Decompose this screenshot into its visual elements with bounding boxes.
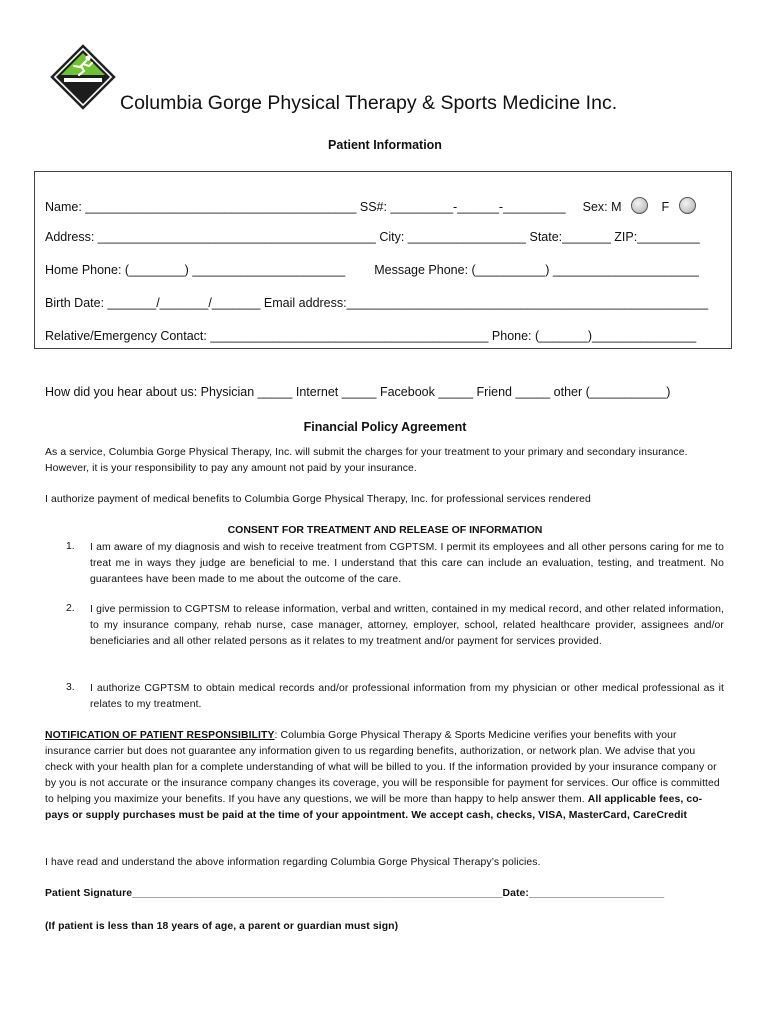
referral-row[interactable]: How did you hear about us: Physician _____ Internet _____ Facebook _____ Friend _____ other (___________) [45, 385, 671, 399]
address-row[interactable]: Address: ________________________________________ City: _________________ State:_______ ZIP:_________ [45, 230, 700, 244]
notification-body: : Columbia Gorge Physical Therapy & Sports Medicine verifies your benefits with your insurance carrier but does not guarantee any information given to us regarding benefits, authorization, or network plan. We advise that you check with your health plan for a complete understanding of what will be billed to you. If the information provided by your insurance company or by you is not accurate or the insurance company changes its coverage, you will be responsible for payment for services. Our office is committed to helping you maximize your benefits. If you have any questions, we will be more than happy to help answer them. [45, 730, 720, 805]
notification-heading: NOTIFICATION OF PATIENT RESPONSIBILITY [45, 730, 275, 741]
consent-item-3: I authorize CGPTSM to obtain medical records and/or professional information from my physician or other medical professional as it relates to my treatment. [90, 683, 724, 710]
patient-signature-line[interactable]: Patient Signature_______________________________________________________________Date:_______________________ [45, 888, 665, 899]
sex-f-label: F [661, 200, 670, 214]
name-ss-row [45, 197, 706, 214]
financial-policy-title: Financial Policy Agreement [303, 420, 467, 434]
guardian-signature-note: (If patient is less than 18 years of age, a parent or guardian must sign) [45, 921, 399, 932]
financial-para-2: I authorize payment of medical benefits to Columbia Gorge Physical Therapy, Inc. for professional services rendered [45, 494, 591, 505]
birth-email-row[interactable]: Birth Date: _______/_______/_______ Email address:____________________________________________________ [45, 296, 709, 310]
notification-payment-terms: All applicable fees, co-pays or supply purchases must be paid at the time of your appointment. We accept cash, checks, VISA, MasterCard, CareCredit [45, 794, 703, 821]
home-phone-field[interactable]: Home Phone: (________) ______________________ [45, 263, 346, 277]
patient-information-title: Patient Information [328, 138, 442, 152]
emergency-contact-row[interactable]: Relative/Emergency Contact: ________________________________________ Phone: (_______)_______________ [45, 329, 697, 343]
sex-label: Sex: [582, 200, 608, 214]
consent-item-number: 2. [66, 603, 75, 614]
consent-item-number: 1. [66, 541, 75, 552]
consent-item-1: I am aware of my diagnosis and wish to receive treatment from CGPTSM. I permit its employees and all other persons caring for me to treat me in ways they judge are beneficial to me. I understand that this care can include an evaluation, testing, and treatment. No guarantees have been made to me about the outcome of the care. [90, 542, 724, 585]
financial-para-1: As a service, Columbia Gorge Physical Therapy, Inc. will submit the charges for your treatment to your primary and secondary insurance. However, it is your responsibility to pay any amount not paid by your insurance. [45, 447, 688, 474]
company-name: Columbia Gorge Physical Therapy & Sports Medicine Inc. [120, 92, 618, 114]
name-ss-fields[interactable]: Name: _______________________________________ SS#: _________-______-_________ [45, 200, 566, 214]
sex-m-label: M [611, 200, 622, 214]
notification-paragraph [45, 728, 725, 824]
message-phone-field[interactable]: Message Phone: (__________) _____________________ [374, 263, 699, 277]
acknowledgement-text: I have read and understand the above information regarding Columbia Gorge Physical Therapy’s policies. [45, 857, 541, 868]
consent-item-number: 3. [66, 682, 75, 693]
runner-diamond-logo-icon [50, 44, 116, 110]
phone-row [45, 263, 699, 277]
consent-item-2: I give permission to CGPTSM to release information, verbal and written, contained in my medical record, and other related information, to my insurance company, rehab nurse, case manager, attorney, employer, school, related healthcare provider, assignees and/or beneficiaries and all other related persons as it relates to my treatment and/or payment for services provided. [90, 604, 724, 647]
sex-m-radio[interactable] [631, 197, 648, 214]
consent-title: CONSENT FOR TREATMENT AND RELEASE OF INFORMATION [227, 524, 543, 536]
sex-f-radio[interactable] [679, 197, 696, 214]
